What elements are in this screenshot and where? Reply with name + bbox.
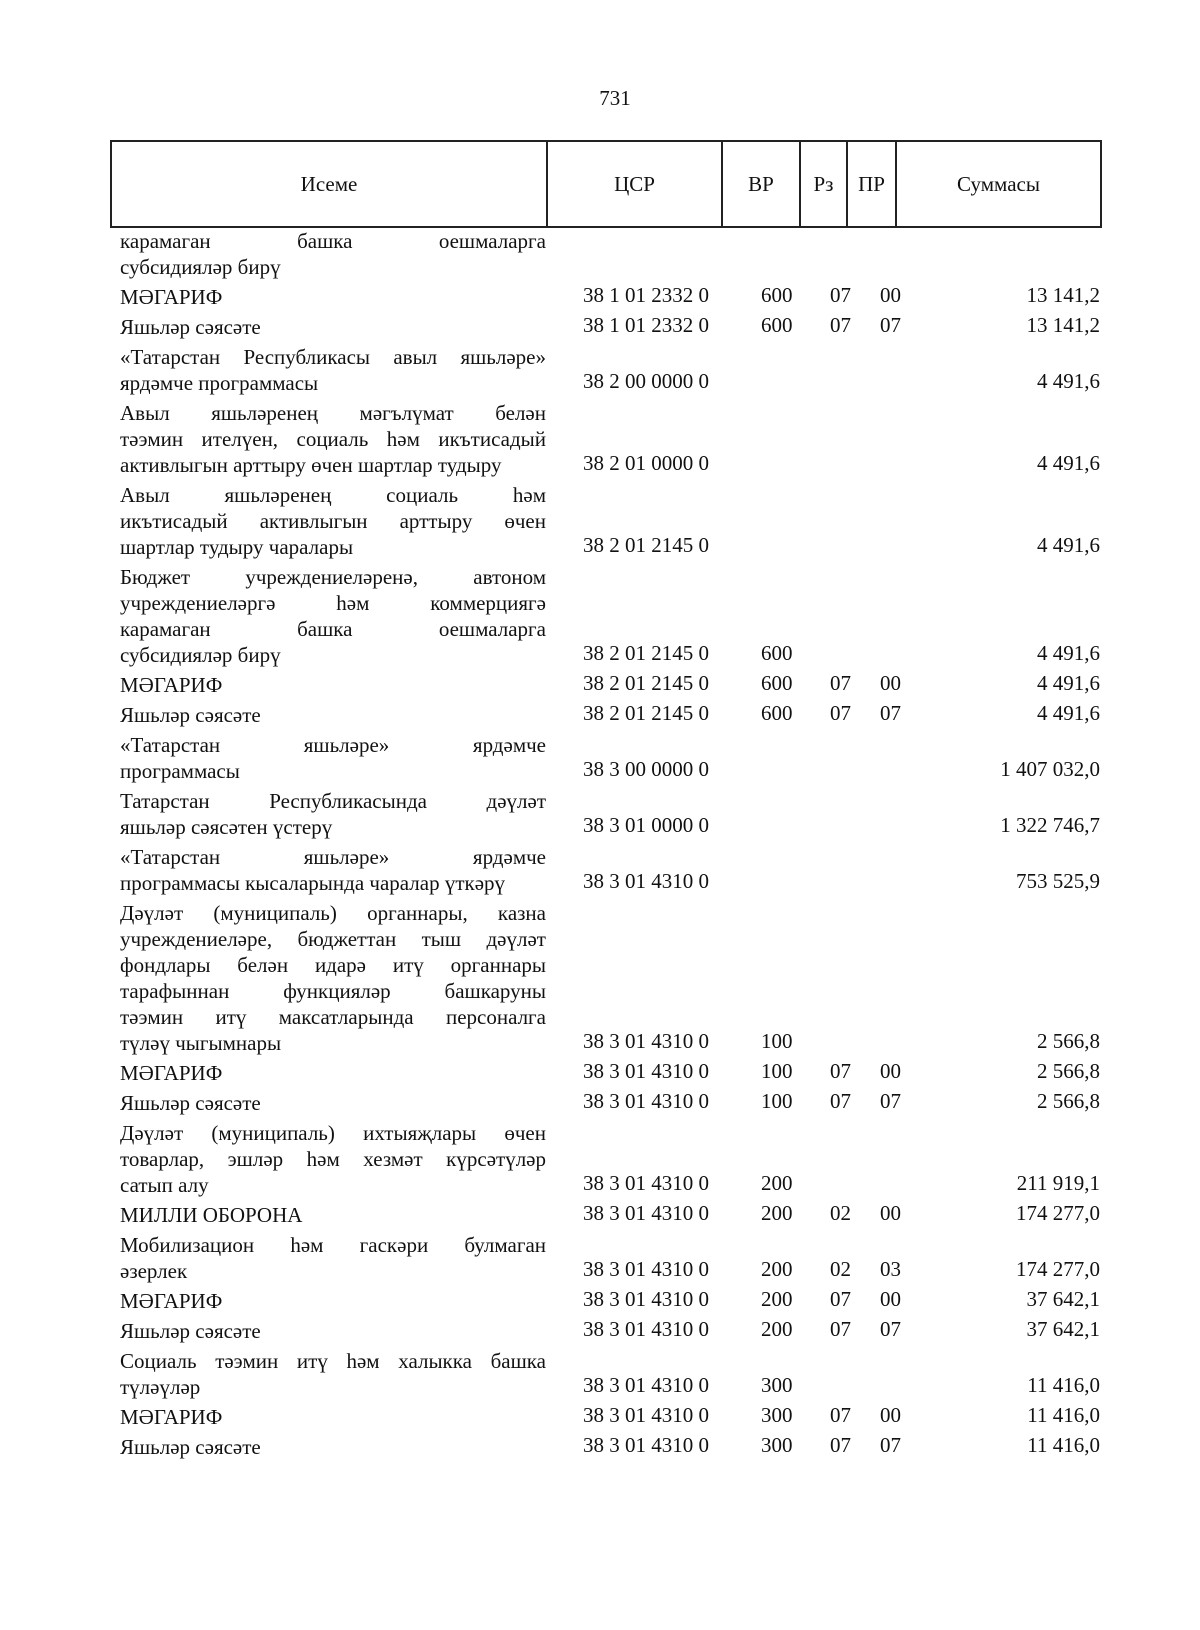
row-csr: 38 2 01 2145 0 xyxy=(583,701,709,725)
row-name: МӘГАРИФ xyxy=(120,1405,223,1429)
row-sum: 753 525,9 xyxy=(1016,869,1100,893)
row-rz: 07 xyxy=(830,1089,851,1113)
row-csr: 38 2 01 2145 0 xyxy=(583,671,709,695)
table-row xyxy=(110,702,1100,728)
row-vr: 600 xyxy=(761,283,793,307)
row-rz: 07 xyxy=(830,1403,851,1427)
row-sum: 2 566,8 xyxy=(1037,1059,1100,1083)
header-pr: ПР xyxy=(847,141,896,227)
row-name: Татарстан Республикасында дәүләт яшьләр сәясәтен үстерү xyxy=(120,789,546,839)
table-row xyxy=(110,732,1100,784)
row-csr: 38 3 01 4310 0 xyxy=(583,1059,709,1083)
row-csr: 38 2 01 0000 0 xyxy=(583,451,709,475)
table-row xyxy=(110,284,1100,310)
row-name: Яшьләр сәясәте xyxy=(120,1319,261,1343)
row-pr: 07 xyxy=(880,1433,901,1457)
row-name: Авыл яшьләренең социаль һәм икътисадый активлыгын арттыру өчен шартлар тудыру чаралары xyxy=(120,483,546,559)
table-row xyxy=(110,1090,1100,1116)
row-rz: 07 xyxy=(830,1287,851,1311)
row-sum: 4 491,6 xyxy=(1037,641,1100,665)
table-row xyxy=(110,1232,1100,1284)
row-sum: 174 277,0 xyxy=(1016,1257,1100,1281)
row-vr: 100 xyxy=(761,1059,793,1083)
row-name: карамаган башка оешмаларга субсидияләр бирү xyxy=(120,229,546,279)
header-name: Исеме xyxy=(111,141,547,227)
row-rz: 07 xyxy=(830,313,851,337)
row-vr: 200 xyxy=(761,1317,793,1341)
row-csr: 38 1 01 2332 0 xyxy=(583,313,709,337)
row-vr: 200 xyxy=(761,1171,793,1195)
row-pr: 00 xyxy=(880,671,901,695)
header-sum: Суммасы xyxy=(896,141,1101,227)
table-row xyxy=(110,844,1100,896)
row-sum: 37 642,1 xyxy=(1026,1317,1100,1341)
row-rz: 07 xyxy=(830,701,851,725)
row-vr: 200 xyxy=(761,1201,793,1225)
row-vr: 100 xyxy=(761,1029,793,1053)
row-sum: 13 141,2 xyxy=(1026,313,1100,337)
table-row xyxy=(110,1202,1100,1228)
row-sum: 11 416,0 xyxy=(1027,1403,1100,1427)
table-row xyxy=(110,228,1100,280)
row-csr: 38 2 00 0000 0 xyxy=(583,369,709,393)
row-pr: 00 xyxy=(880,1059,901,1083)
row-csr: 38 3 01 4310 0 xyxy=(583,869,709,893)
row-csr: 38 3 01 4310 0 xyxy=(583,1287,709,1311)
table-row xyxy=(110,1434,1100,1460)
row-csr: 38 3 01 4310 0 xyxy=(583,1317,709,1341)
row-csr: 38 3 01 4310 0 xyxy=(583,1029,709,1053)
row-vr: 600 xyxy=(761,313,793,337)
row-vr: 600 xyxy=(761,671,793,695)
row-csr: 38 3 01 4310 0 xyxy=(583,1433,709,1457)
row-pr: 07 xyxy=(880,313,901,337)
row-vr: 300 xyxy=(761,1373,793,1397)
row-csr: 38 3 01 4310 0 xyxy=(583,1257,709,1281)
row-vr: 600 xyxy=(761,701,793,725)
row-name: «Татарстан яшьләре» ярдәмче программасы кысаларында чаралар үткәрү xyxy=(120,845,546,895)
row-name: «Татарстан Республикасы авыл яшьләре» ярдәмче программасы xyxy=(120,345,546,395)
row-name: Бюджет учреждениеләренә, автоном учреждениеләргә һәм коммерциягә карамаган башка оешмаларга субсидияләр бирү xyxy=(120,565,546,667)
row-sum: 4 491,6 xyxy=(1037,701,1100,725)
row-csr: 38 2 01 2145 0 xyxy=(583,533,709,557)
row-name: Авыл яшьләренең мәгълүмат белән тәэмин ителүен, социаль һәм икътисадый активлыгын арттыру өчен шартлар тудыру xyxy=(120,401,546,477)
row-rz: 07 xyxy=(830,671,851,695)
row-name: Мобилизацион һәм гаскәри булмаган әзерлек xyxy=(120,1233,546,1283)
row-sum: 2 566,8 xyxy=(1037,1029,1100,1053)
row-name: МӘГАРИФ xyxy=(120,673,223,697)
row-name: МӘГАРИФ xyxy=(120,285,223,309)
table-row xyxy=(110,1060,1100,1086)
row-name: Дәүләт (муниципаль) органнары, казна учреждениеләре, бюджеттан тыш дәүләт фондлары белән идарә итү органнары тарафыннан функцияләр башкаруны тәэмин итү максатларында персоналга түләү чыгымнары xyxy=(120,901,546,1055)
row-rz: 07 xyxy=(830,1317,851,1341)
row-name: МӘГАРИФ xyxy=(120,1061,223,1085)
table-row xyxy=(110,314,1100,340)
row-csr: 38 2 01 2145 0 xyxy=(583,641,709,665)
row-sum: 37 642,1 xyxy=(1026,1287,1100,1311)
row-pr: 00 xyxy=(880,283,901,307)
row-sum: 1 322 746,7 xyxy=(1000,813,1100,837)
row-name: Яшьләр сәясәте xyxy=(120,703,261,727)
row-csr: 38 3 01 4310 0 xyxy=(583,1201,709,1225)
table-row xyxy=(110,1404,1100,1430)
row-sum: 11 416,0 xyxy=(1027,1373,1100,1397)
table-row xyxy=(110,482,1100,560)
row-name: Социаль тәэмин итү һәм халыкка башка түләүләр xyxy=(120,1349,546,1399)
row-rz: 02 xyxy=(830,1201,851,1225)
table-row xyxy=(110,900,1100,1056)
header-rz: Рз xyxy=(800,141,847,227)
row-pr: 07 xyxy=(880,1089,901,1113)
row-name: Дәүләт (муниципаль) ихтыяҗлары өчен товарлар, эшләр һәм хезмәт күрсәтүләр сатып алу xyxy=(120,1121,546,1197)
table-header xyxy=(110,140,1102,228)
row-csr: 38 3 01 4310 0 xyxy=(583,1403,709,1427)
row-pr: 07 xyxy=(880,701,901,725)
table-row xyxy=(110,400,1100,478)
row-name: Яшьләр сәясәте xyxy=(120,315,261,339)
row-csr: 38 3 01 4310 0 xyxy=(583,1089,709,1113)
row-rz: 07 xyxy=(830,1059,851,1083)
row-pr: 00 xyxy=(880,1403,901,1427)
row-sum: 174 277,0 xyxy=(1016,1201,1100,1225)
row-name: Яшьләр сәясәте xyxy=(120,1091,261,1115)
row-pr: 00 xyxy=(880,1287,901,1311)
header-csr: ЦСР xyxy=(547,141,722,227)
row-vr: 200 xyxy=(761,1287,793,1311)
row-sum: 2 566,8 xyxy=(1037,1089,1100,1113)
row-pr: 00 xyxy=(880,1201,901,1225)
row-rz: 02 xyxy=(830,1257,851,1281)
row-vr: 200 xyxy=(761,1257,793,1281)
row-sum: 4 491,6 xyxy=(1037,369,1100,393)
row-name: Яшьләр сәясәте xyxy=(120,1435,261,1459)
row-csr: 38 3 01 4310 0 xyxy=(583,1373,709,1397)
row-sum: 4 491,6 xyxy=(1037,671,1100,695)
row-pr: 07 xyxy=(880,1317,901,1341)
table-row xyxy=(110,1348,1100,1400)
row-csr: 38 1 01 2332 0 xyxy=(583,283,709,307)
row-csr: 38 3 00 0000 0 xyxy=(583,757,709,781)
row-pr: 03 xyxy=(880,1257,901,1281)
table-body xyxy=(110,228,1100,1464)
row-name: «Татарстан яшьләре» ярдәмче программасы xyxy=(120,733,546,783)
table-row xyxy=(110,1288,1100,1314)
table-row xyxy=(110,344,1100,396)
table-row xyxy=(110,788,1100,840)
row-name: МӘГАРИФ xyxy=(120,1289,223,1313)
row-sum: 1 407 032,0 xyxy=(1000,757,1100,781)
row-csr: 38 3 01 4310 0 xyxy=(583,1171,709,1195)
row-vr: 300 xyxy=(761,1403,793,1427)
table-row xyxy=(110,564,1100,668)
page-number: 731 xyxy=(599,86,631,110)
row-rz: 07 xyxy=(830,1433,851,1457)
row-sum: 13 141,2 xyxy=(1026,283,1100,307)
row-vr: 100 xyxy=(761,1089,793,1113)
table-row xyxy=(110,1318,1100,1344)
row-sum: 11 416,0 xyxy=(1027,1433,1100,1457)
row-vr: 300 xyxy=(761,1433,793,1457)
row-sum: 4 491,6 xyxy=(1037,451,1100,475)
row-csr: 38 3 01 0000 0 xyxy=(583,813,709,837)
row-sum: 4 491,6 xyxy=(1037,533,1100,557)
row-rz: 07 xyxy=(830,283,851,307)
table-row xyxy=(110,1120,1100,1198)
header-vr: ВР xyxy=(722,141,800,227)
row-sum: 211 919,1 xyxy=(1016,1171,1100,1195)
table-row xyxy=(110,672,1100,698)
row-name: МИЛЛИ ОБОРОНА xyxy=(120,1203,303,1227)
row-vr: 600 xyxy=(761,641,793,665)
